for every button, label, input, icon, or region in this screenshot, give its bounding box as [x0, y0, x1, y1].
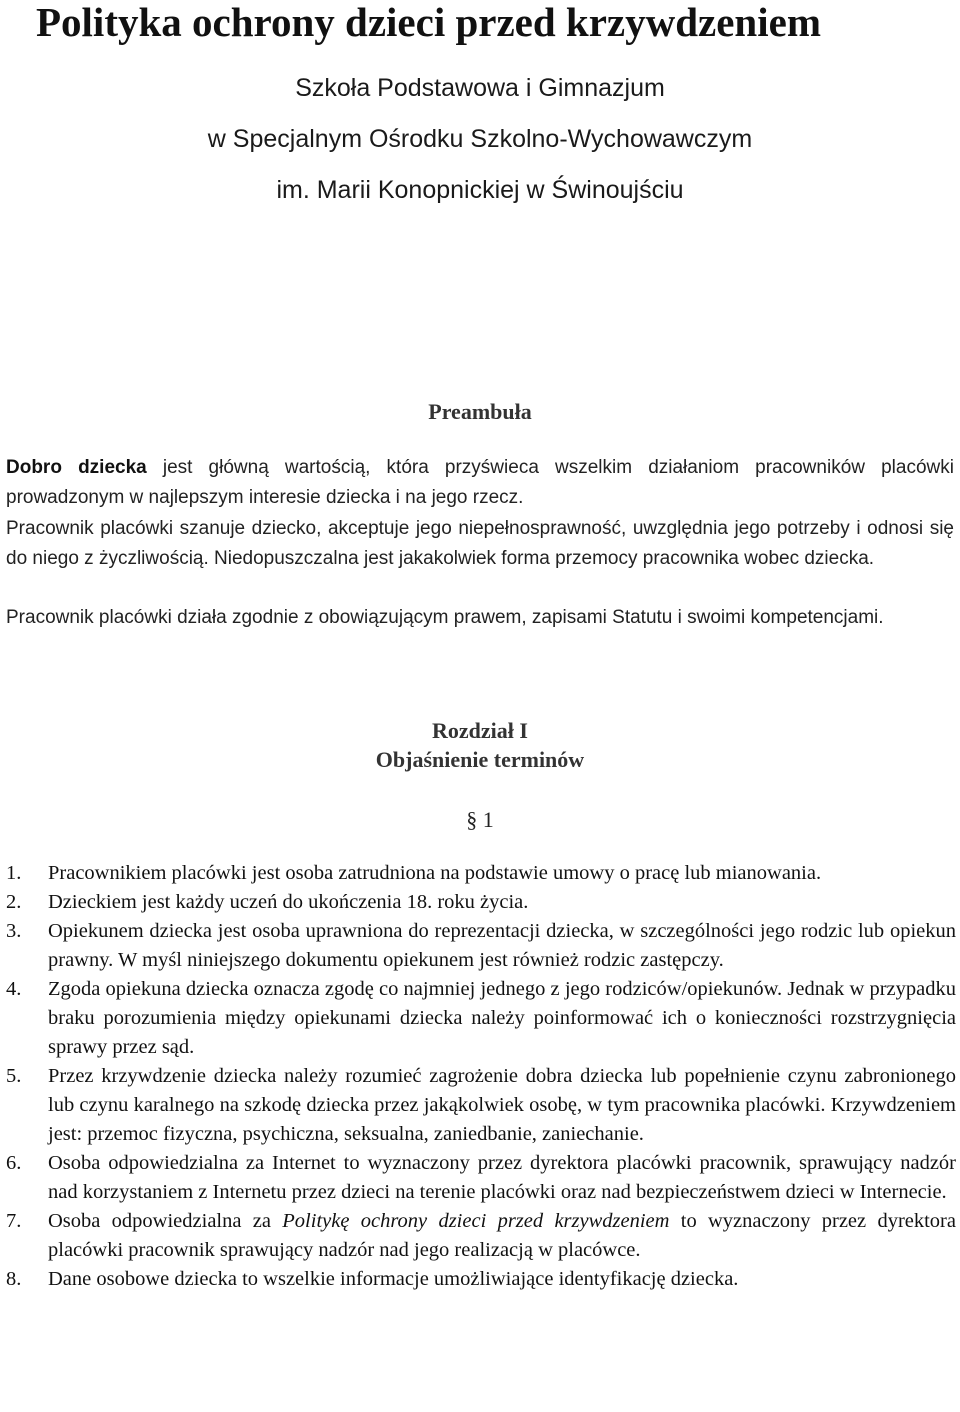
- list-item: [6, 1062, 956, 1149]
- list-item: [6, 1149, 956, 1207]
- list-item: [6, 1207, 956, 1265]
- list-item-number: 8.: [6, 1268, 22, 1290]
- school-name-line-2: w Specjalnym Ośrodku Szkolno-Wychowawczym: [207, 125, 753, 153]
- list-item-text: Dzieckiem jest każdy uczeń do ukończenia 18. roku życia.: [48, 891, 529, 913]
- list-item-number: 6.: [6, 1152, 22, 1174]
- preamble-paragraph-3: Pracownik placówki działa zgodnie z obowiązującym prawem, zapisami Statutu i swoimi kompetencjami.: [6, 607, 884, 628]
- list-item: [6, 917, 956, 975]
- chapter-subheading: Objaśnienie terminów: [375, 747, 585, 772]
- list-item: [6, 888, 956, 917]
- preamble-bold-phrase: Dobro dziecka: [6, 457, 147, 478]
- section-mark: § 1: [466, 807, 494, 832]
- preamble-paragraph-1-text: jest główną wartością, która przyświeca wszelkim działaniom pracowników placówki prowadzonym w najlepszym interesie dziecka i na jego rzecz.: [6, 457, 954, 508]
- list-item-number: 3.: [6, 920, 22, 942]
- list-item-text: Zgoda opiekuna dziecka oznacza zgodę co najmniej jednego z jego rodziców/opiekunów. Jednak w przypadku braku porozumienia między opiekunami dziecka należy poinformować ich o konieczności rozstrzygnięcia sprawy przez sąd.: [48, 978, 956, 1058]
- preamble-paragraph-1: [6, 453, 954, 512]
- list-item-text: Osoba odpowiedzialna za Internet to wyznaczony przez dyrektora placówki pracownik, sprawujący nadzór nad korzystaniem z Internetu przez dzieci na terenie placówki oraz nad bezpieczeństwem dzieci w Internecie.: [48, 1152, 956, 1203]
- list-item-number: 4.: [6, 978, 22, 1000]
- policy-title-italic: Politykę ochrony dzieci przed krzywdzeniem: [282, 1210, 670, 1232]
- chapter-heading: Rozdział I: [432, 718, 528, 743]
- list-item-number: 7.: [6, 1210, 22, 1232]
- school-name-line-3: im. Marii Konopnickiej w Świnoujściu: [276, 176, 684, 204]
- list-item-text-end: to wyznaczony przez dyrektora placówki pracownik sprawujący nadzór nad jego realizacją w placówce.: [48, 1210, 956, 1261]
- preamble-heading: Preambuła: [428, 399, 532, 424]
- document-title: Polityka ochrony dzieci przed krzywdzeniem: [36, 0, 821, 45]
- list-item-number: 2.: [6, 891, 22, 913]
- list-item: [6, 859, 956, 888]
- list-item-number: 1.: [6, 862, 22, 884]
- list-item-number: 5.: [6, 1065, 22, 1087]
- school-name-line-1: Szkoła Podstawowa i Gimnazjum: [295, 74, 665, 102]
- list-item-text: Pracownikiem placówki jest osoba zatrudniona na podstawie umowy o pracę lub mianowania.: [48, 862, 822, 884]
- list-item: [6, 975, 956, 1062]
- definitions-list: [6, 859, 956, 1294]
- list-item-text: Opiekunem dziecka jest osoba uprawniona do reprezentacji dziecka, w szczególności jego rodzic lub opiekun prawny. W myśl niniejszego dokumentu opiekunem jest również rodzic zastępczy.: [48, 920, 956, 971]
- list-item-text: [48, 1207, 956, 1265]
- list-item-text: Dane osobowe dziecka to wszelkie informacje umożliwiające identyfikację dziecka.: [48, 1268, 739, 1290]
- preamble-paragraph-2: Pracownik placówki szanuje dziecko, akceptuje jego niepełnosprawność, uwzględnia jego potrzeby i odnosi się do niego z życzliwością. Niedopuszczalna jest jakakolwiek forma przemocy pracownika wobec dziecka.: [6, 518, 954, 569]
- list-item-text-start: Osoba odpowiedzialna za: [48, 1210, 283, 1232]
- list-item: [6, 1265, 956, 1294]
- list-item-text: Przez krzywdzenie dziecka należy rozumieć zagrożenie dobra dziecka lub popełnienie czynu zabronionego lub czynu karalnego na szkodę dziecka przez jakąkolwiek osobę, w tym pracownika placówki. Krzywdzeniem jest: przemoc fizyczna, psychiczna, seksualna, zaniedbanie, zaniechanie.: [48, 1065, 956, 1145]
